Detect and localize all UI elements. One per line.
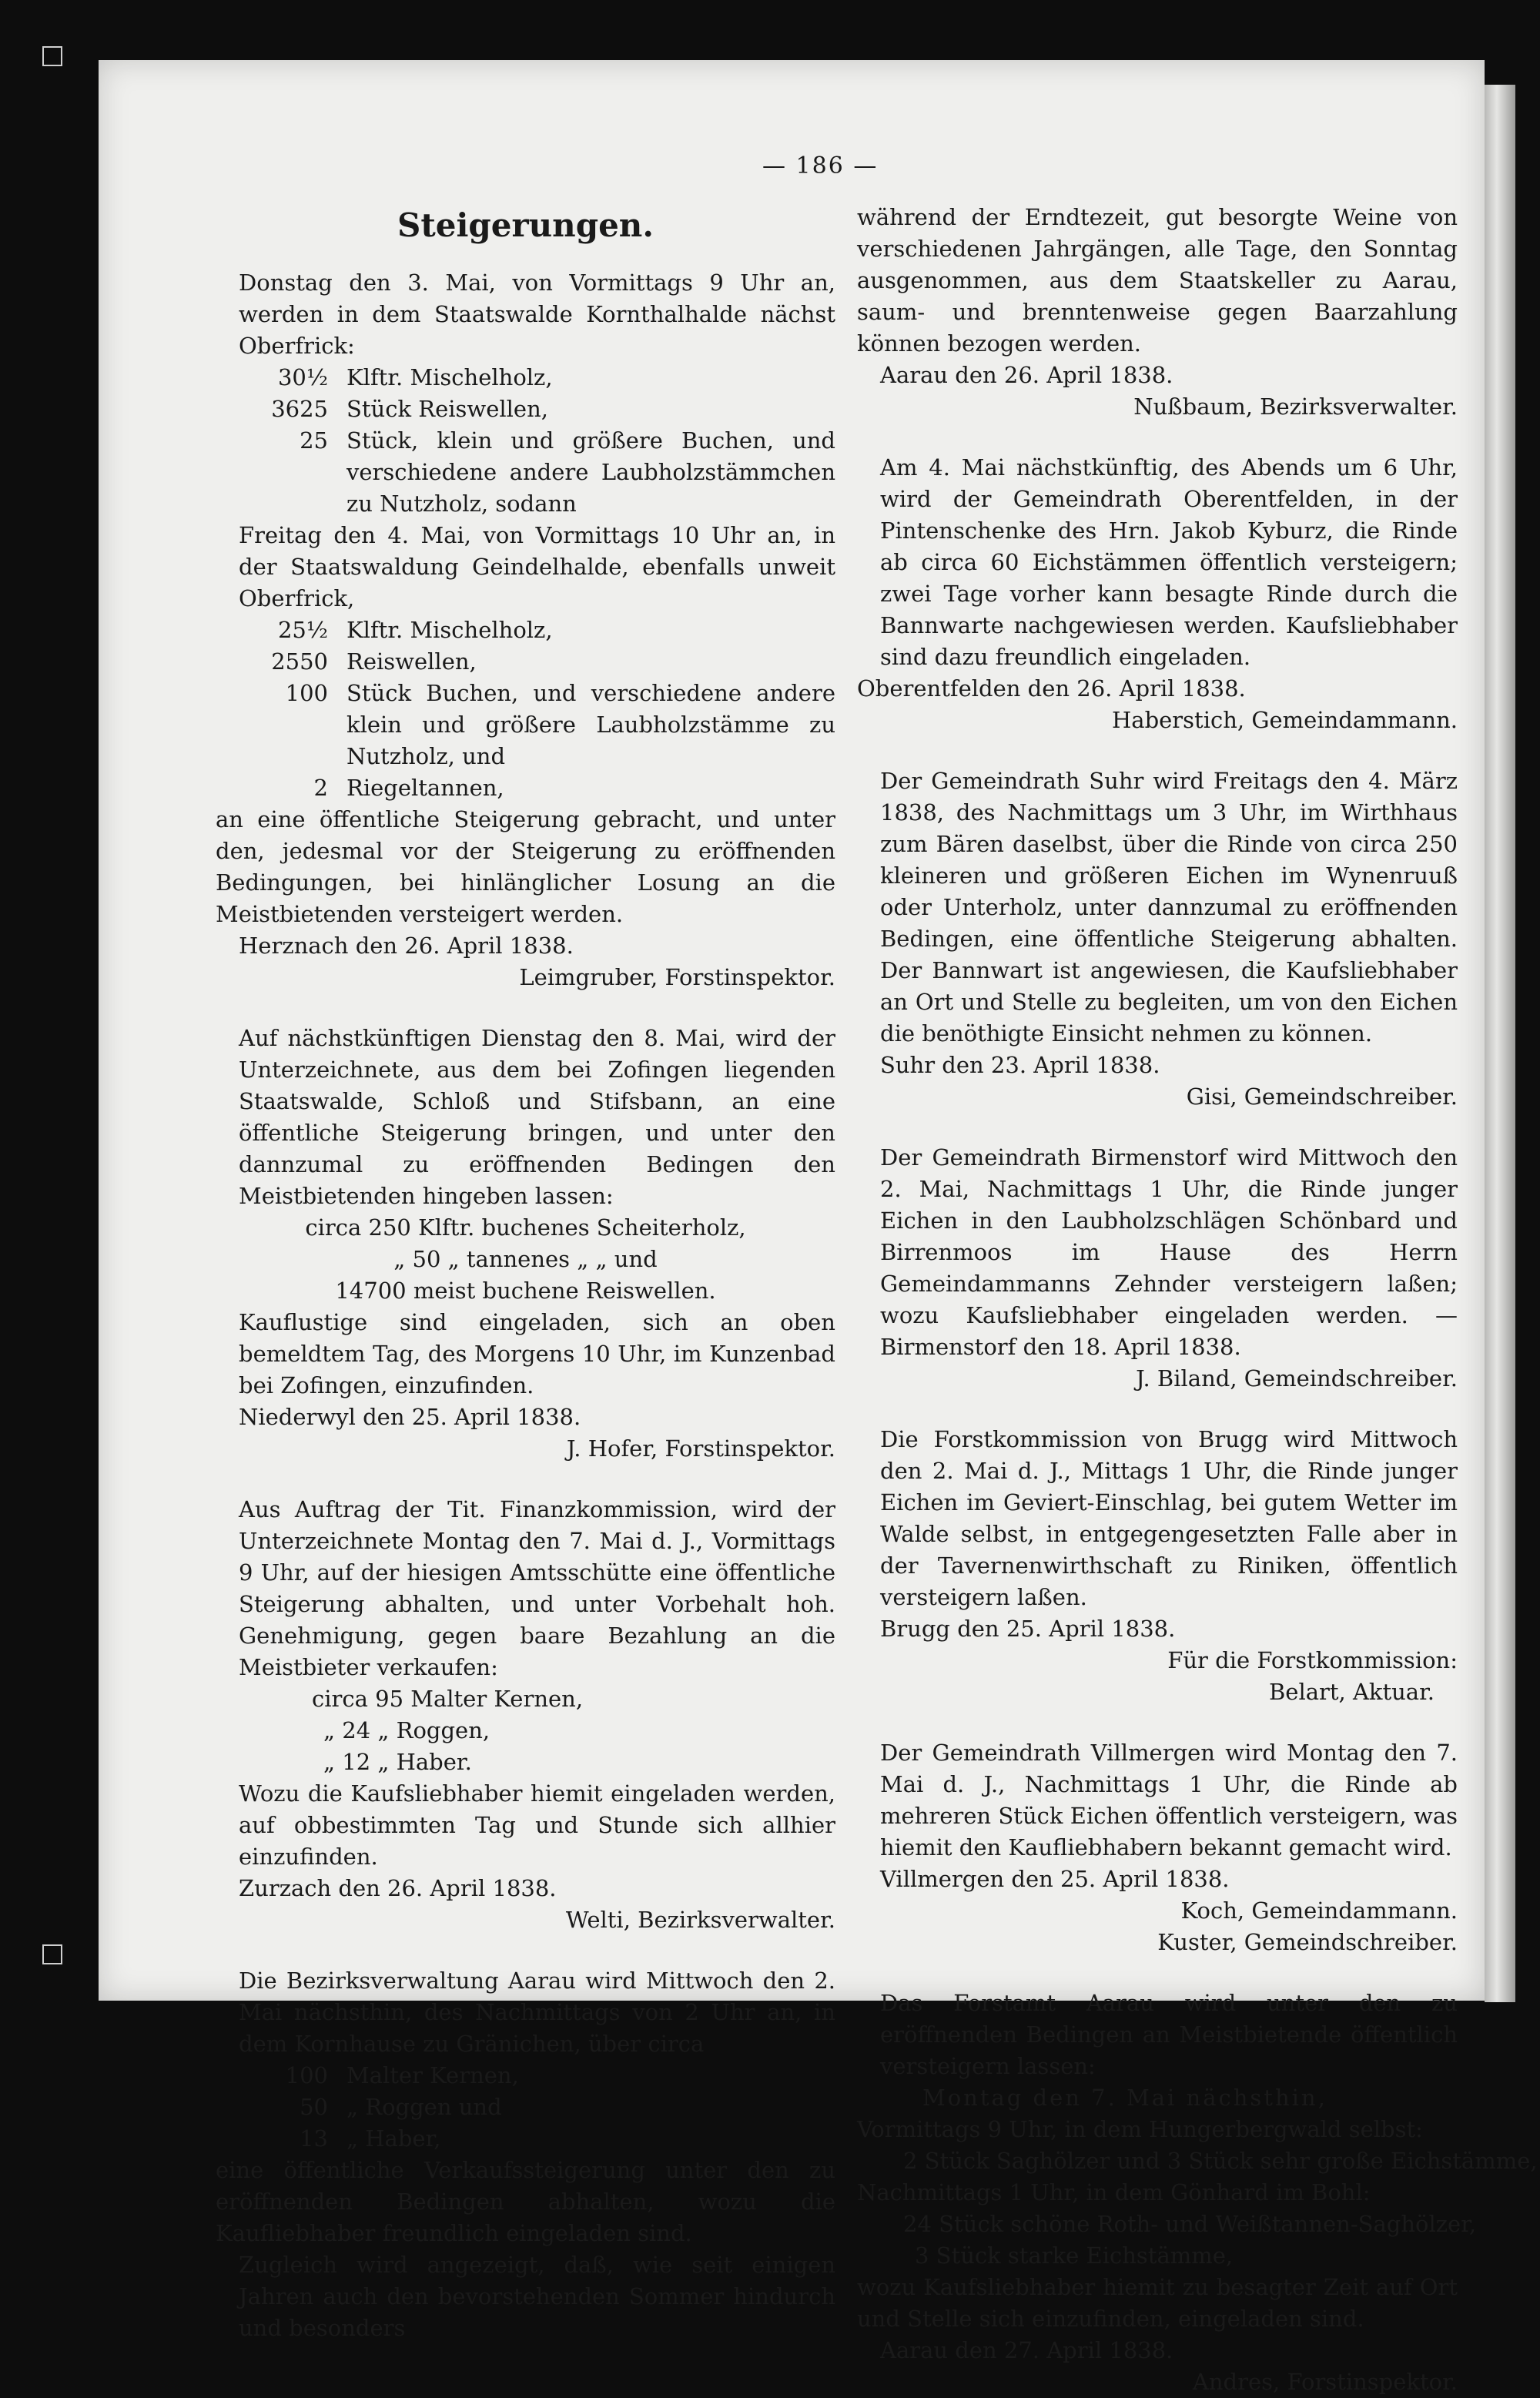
notice-place-date: Suhr den 23. April 1838. (880, 1052, 1160, 1078)
notice-villmergen (857, 1737, 1458, 1958)
auction-time: Nachmittags 1 Uhr, in dem Gönhard im Bohl: (857, 2179, 1371, 2205)
notice-place-date: Aarau den 26. April 1838. (880, 362, 1173, 388)
lot-item (216, 646, 835, 678)
lot-line: 2 Stück Saghölzer und 3 Stück sehr große Eichstämme, (903, 2148, 1538, 2174)
lot-quantity: 3625 (271, 396, 328, 422)
lot-item (216, 394, 835, 425)
notice-body: während der Erndtezeit, gut besorgte Weine von verschiedenen Jahrgängen, alle Tage, den Sonntag ausgenommen, aus dem Staatskeller zu Aarau, saum- und brenntenweise gegen Baarzahlung können bezogen werden. (857, 204, 1458, 357)
lot-line: „ 50 „ tannenes „ „ und (393, 1246, 658, 1272)
lot-description: „ Haber, (346, 2125, 441, 2152)
notice-zurzach (216, 1494, 835, 1936)
lot-description: Stück, klein und größere Buchen, und verschiedene andere Laubholzstämmchen zu Nutzholz, sodann (346, 427, 835, 517)
lot-quantity: 30½ (277, 364, 328, 390)
lot-item (216, 772, 835, 804)
lot-description: Stück Reiswellen, (346, 396, 548, 422)
lot-line: 24 Stück schöne Roth- und Weißtannen-Saghölzer, (903, 2211, 1477, 2237)
notice-intro: Donstag den 3. Mai, von Vormittags 9 Uhr an, werden in dem Staatswalde Kornthalhalde nächst Oberfrick: (239, 270, 835, 359)
notice-graenichen (216, 1965, 835, 2344)
lot-description: Klftr. Mischelholz, (346, 364, 553, 390)
notice-signature: Kuster, Gemeindschreiber. (1157, 1929, 1458, 1955)
notice-place-date: Niederwyl den 25. April 1838. (239, 1404, 581, 1430)
next-page-edge (1485, 85, 1515, 2002)
lot-quantity: 2 (313, 775, 328, 801)
lot-description: Riegeltannen, (346, 775, 504, 801)
notice-oberentfelden (857, 452, 1458, 736)
notice-place-date: Oberentfelden den 26. April 1838. (857, 675, 1246, 702)
lot-description: „ Roggen und (346, 2094, 502, 2120)
notice-place-date: Aarau den 27. April 1838. (880, 2337, 1173, 2363)
notice-aarau-forstamt (857, 1988, 1538, 2398)
auction-time: Vormittags 9 Uhr, in dem Hungerbergwald selbst: (857, 2116, 1423, 2142)
left-column (216, 202, 835, 2344)
lot-line: „ 24 „ Roggen, (323, 1717, 490, 1743)
notice-paragraph: Freitag den 4. Mai, von Vormittags 10 Uhr an, in der Staatswaldung Geindelhalde, ebenfalls unweit Oberfrick, (239, 522, 835, 611)
notice-birmenstorf (857, 1142, 1458, 1395)
notice-signature: Leimgruber, Forstinspektor. (519, 964, 835, 990)
lot-line: circa 95 Malter Kernen, (312, 1686, 584, 1712)
notice-body: Wozu die Kaufsliebhaber hiemit eingeladen werden, auf obbestimmten Tag und Stunde sich allhier einzufinden. (239, 1780, 835, 1870)
lot-description: Reiswellen, (346, 648, 477, 675)
lot-item (216, 2060, 835, 2092)
notice-body: Der Gemeindrath Birmenstorf wird Mittwoch den 2. Mai, Nachmittags 1 Uhr, die Rinde junger Eichen in den Laubholzschlägen Schönbard und Birrenmoos im Hause des Herrn Gemeindammanns Zehnder versteigern laßen; wozu Kaufsliebhaber eingeladen werden. — Birmenstorf den 18. April 1838. (880, 1144, 1458, 1360)
notice-oberfrick (216, 267, 835, 993)
notice-body: Der Gemeindrath Villmergen wird Montag den 7. Mai d. J., Nachmittags 1 Uhr, die Rinde ab mehreren Stück Eichen öffentlich versteigern, was hiemit den Kaufliebhabern bekannt gemacht wird. (880, 1740, 1458, 1860)
notice-place-date: Villmergen den 25. April 1838. (880, 1866, 1230, 1892)
lot-description: Klftr. Mischelholz, (346, 617, 553, 643)
notice-body: Am 4. Mai nächstkünftig, des Abends um 6 Uhr, wird der Gemeindrath Oberentfelden, in der Pintenschenke des Hrn. Jakob Kyburz, die Rinde ab circa 60 Eichstämmen öffentlich versteigern; zwei Tage vorher kann besagte Rinde durch die Bannwarte nachgewiesen werden. Kaufsliebhaber sind dazu freundlich eingeladen. (880, 454, 1458, 670)
lot-line: „ 12 „ Haber. (323, 1749, 472, 1775)
notice-body: an eine öffentliche Steigerung gebracht, und unter den, jedesmal vor der Steigerung zu eröffnenden Bedingungen, bei hinlänglicher Losung an die Meistbietenden versteigert werden. (216, 806, 835, 927)
lot-quantity: 25 (300, 427, 328, 454)
notice-signature: J. Hofer, Forstinspektor. (566, 1435, 835, 1462)
lot-description: Stück Buchen, und verschiedene andere klein und größere Laubholzstämme zu Nutzholz, und (346, 680, 835, 769)
lot-quantity: 25½ (277, 617, 328, 643)
notice-body-continued: Zugleich wird angezeigt, daß, wie seit einigen Jahren auch den bevorstehenden Sommer hindurch und besonders (239, 2252, 835, 2341)
notice-signature: Gisi, Gemeindschreiber. (1186, 1083, 1458, 1110)
notice-signature: Welti, Bezirksverwalter. (565, 1907, 835, 1933)
lot-line: 3 Stück starke Eichstämme, (915, 2242, 1234, 2269)
lot-line: circa 250 Klftr. buchenes Scheiterholz, (305, 1214, 746, 1241)
auction-day: Montag den 7. Mai nächsthin, (922, 2085, 1327, 2111)
notice-aarau-wine (857, 202, 1458, 423)
lot-quantity: 50 (300, 2094, 328, 2120)
notice-signature: J. Biland, Gemeindschreiber. (1136, 1365, 1458, 1392)
notice-place-date: Brugg den 25. April 1838. (880, 1616, 1176, 1642)
lot-quantity: 13 (300, 2125, 328, 2152)
notice-intro: Die Bezirksverwaltung Aarau wird Mittwoch den 2. Mai nächsthin, des Nachmittags von 2 Uhr an, in dem Kornhause zu Gränichen, über circa (239, 1968, 835, 2057)
lot-item (216, 2092, 835, 2123)
notice-suhr (857, 765, 1458, 1113)
lot-line: 14700 meist buchene Reiswellen. (335, 1278, 716, 1304)
lot-item (216, 362, 835, 394)
notice-zofingen (216, 1023, 835, 1465)
notice-intro: Aus Auftrag der Tit. Finanzkommission, wird der Unterzeichnete Montag den 7. Mai d. J., Vormittags 9 Uhr, auf der hiesigen Amtsschütte eine öffentliche Steigerung abhalten, und unter Vorbehalt hoh. Genehmigung, gegen baare Bezahlung an die Meistbieter verkaufen: (239, 1496, 835, 1680)
notice-signature: Andres, Forstinspektor. (1192, 2369, 1458, 2395)
notice-signature: Haberstich, Gemeindammann. (1112, 707, 1458, 733)
notice-brugg (857, 1424, 1458, 1708)
section-title: Steigerungen. (397, 206, 654, 244)
notice-body: eine öffentliche Verkaufssteigerung unter den zu eröffnenden Bedingen abhalten, wozu die Kaufliebhaber freundlich eingeladen sind. (216, 2157, 835, 2246)
notice-place-date: Herznach den 26. April 1838. (239, 933, 574, 959)
notice-signature: Für die Forstkommission: (1167, 1647, 1458, 1673)
lot-description: Malter Kernen, (346, 2062, 519, 2088)
notice-signature: Belart, Aktuar. (1268, 1679, 1435, 1705)
notice-intro: Auf nächstkünftigen Dienstag den 8. Mai, wird der Unterzeichnete, aus dem bei Zofingen liegenden Staatswalde, Schloß und Stifsbann, an eine öffentliche Steigerung bringen, und unter den dannzumal zu eröffnenden Bedingen den Meistbietenden hingeben lassen: (239, 1025, 835, 1209)
notice-signature: Nußbaum, Bezirksverwalter. (1133, 394, 1458, 420)
notice-signature: Koch, Gemeindammann. (1180, 1897, 1458, 1924)
lot-item (216, 678, 835, 772)
notice-body: Der Gemeindrath Suhr wird Freitags den 4. März 1838, des Nachmittags um 3 Uhr, im Wirthhaus zum Bären daselbst, über die Rinde von circa 250 kleineren und größeren Eichen im Wynenruuß oder Unterholz, unter dannzumal zu eröffnenden Bedingen, eine öffentliche Steigerung abhalten. Der Bannwart ist angewiesen, die Kaufsliebhaber an Ort und Stelle zu begleiten, um von den Eichen die benöthigte Einsicht nehmen zu können. (880, 768, 1458, 1047)
lot-quantity: 2550 (271, 648, 328, 675)
notice-body: wozu Kaufsliebhaber hiemit zu besagter Zeit auf Ort und Stelle sich einzufinden, eingeladen sind. (857, 2274, 1458, 2332)
scan-corner-mark (42, 1944, 62, 1964)
notice-body: Kauflustige sind eingeladen, sich an oben bemeldtem Tag, des Morgens 10 Uhr, im Kunzenbad bei Zofingen, einzufinden. (239, 1309, 835, 1398)
notice-body: Die Forstkommission von Brugg wird Mittwoch den 2. Mai d. J., Mittags 1 Uhr, die Rinde junger Eichen im Geviert-Einschlag, bei gutem Wetter im Walde selbst, in entgegengesetzten Falle aber in der Tavernenwirthschaft zu Riniken, öffentlich versteigern laßen. (880, 1426, 1458, 1610)
lot-quantity: 100 (285, 680, 328, 706)
notice-intro: Das Forstamt Aarau wird unter den zu eröffnenden Bedingen an Meistbietende öffentlich versteigern lassen: (880, 1990, 1458, 2079)
lot-item (216, 425, 835, 520)
scan-corner-mark (42, 46, 62, 66)
notice-place-date: Zurzach den 26. April 1838. (239, 1875, 557, 1901)
page-number: — 186 — (762, 152, 879, 179)
right-column (857, 202, 1538, 2398)
lot-item (216, 615, 835, 646)
lot-quantity: 100 (285, 2062, 328, 2088)
lot-item (216, 2123, 835, 2155)
